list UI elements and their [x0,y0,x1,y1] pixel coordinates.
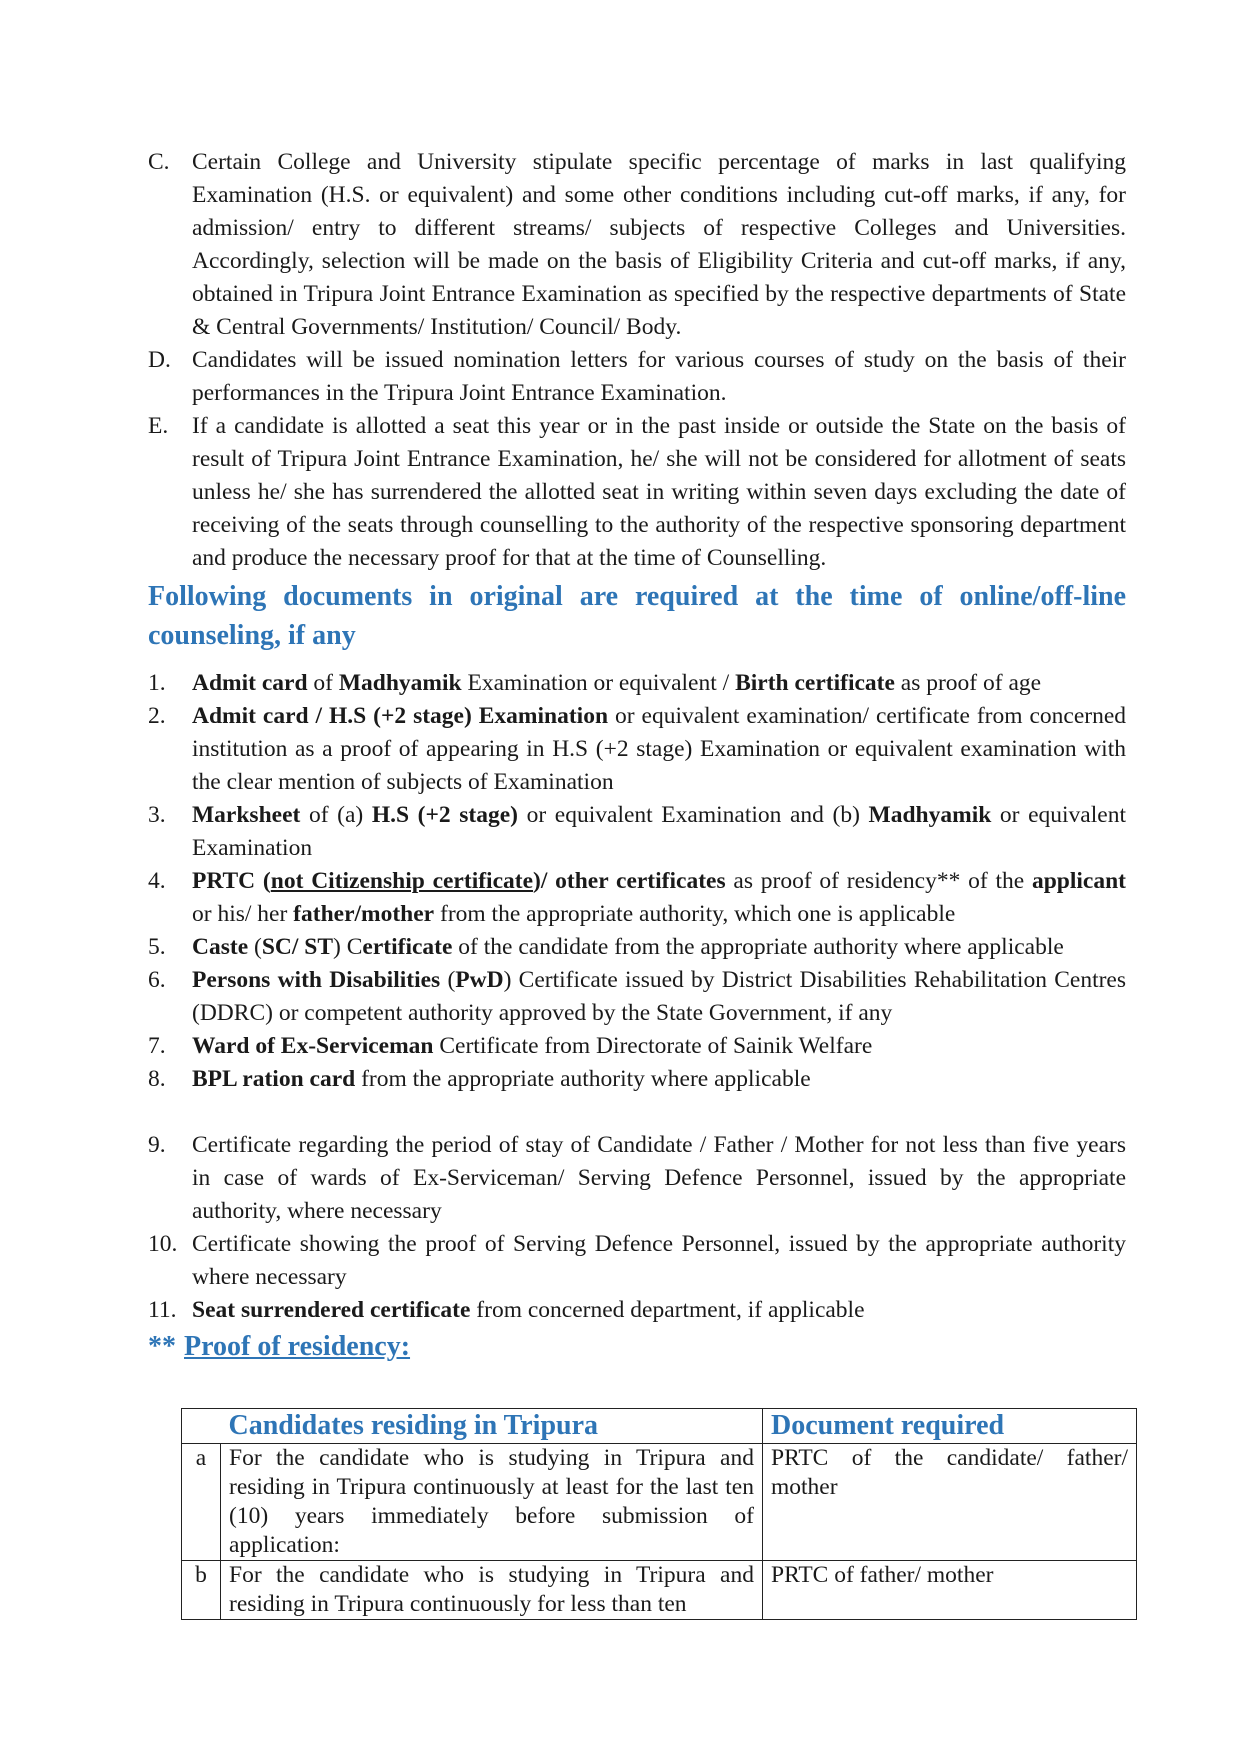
document-item-9 [148,1129,1126,1228]
lettered-item-d [148,344,1126,410]
item-marker: 6. [148,967,166,993]
document-item-8 [148,1063,1126,1096]
row-condition: For the candidate who is studying in Tripura and residing in Tripura continuously at least for the last ten (10) years immediately before submission of application: [221,1444,763,1561]
residency-table [181,1408,1137,1620]
item-text: Caste (SC/ ST) Certificate of the candidate from the appropriate authority where applicable [192,934,1064,960]
item-marker: 9. [148,1132,166,1158]
document-item-5 [148,931,1126,964]
item-marker: 10. [148,1231,178,1257]
document-item-2 [148,700,1126,799]
item-text: Certain College and University stipulate specific percentage of marks in last qualifying Examination (H.S. or equivalent) and some other conditions including cut-off marks, if any, for admission/ entry to different streams/ subjects of respective Colleges and Universities. Accordingly, selection will be made on the basis of Eligibility Criteria and cut-off marks, if any, obtained in Tripura Joint Entrance Examination as specified by the respective departments of State & Central Governments/ Institution/ Council/ Body. [192,149,1126,340]
table-header-blank [182,1409,221,1444]
page-content [148,146,1126,1365]
item-text: Admit card / H.S (+2 stage) Examination or equivalent examination/ certificate from concerned institution as a proof of appearing in H.S (+2 stage) Examination or equivalent examination with the clear mention of subjects of Examination [192,703,1126,795]
row-condition: For the candidate who is studying in Tripura and residing in Tripura continuously for less than ten [221,1561,763,1620]
proof-stars: ** [148,1331,176,1362]
document-item-4 [148,865,1126,931]
item-marker: C. [148,149,170,175]
item-text: Persons with Disabilities (PwD) Certificate issued by District Disabilities Rehabilitation Centres (DDRC) or competent authority approved by the State Government, if any [192,967,1126,1026]
item-text: Certificate regarding the period of stay of Candidate / Father / Mother for not less than five years in case of wards of Ex-Serviceman/ Serving Defence Personnel, issued by the appropriate authority, where necessary [192,1132,1126,1224]
document-item-7 [148,1030,1126,1063]
item-marker: 7. [148,1033,166,1059]
item-text: If a candidate is allotted a seat this year or in the past inside or outside the State on the basis of result of Tripura Joint Entrance Examination, he/ she will not be considered for allotment of seats unless he/ she has surrendered the allotted seat in writing within seven days excluding the date of receiving of the seats through counselling to the authority of the respective sponsoring department and produce the necessary proof for that at the time of Counselling. [192,413,1126,571]
document-item-6 [148,964,1126,1030]
row-document: PRTC of the candidate/ father/ mother [763,1444,1137,1561]
row-letter: b [182,1561,221,1620]
table-header-row [182,1409,1137,1444]
row-letter: a [182,1444,221,1561]
documents-heading: Following documents in original are required at the time of online/off-line counseling, if any [148,581,1126,651]
item-text: BPL ration card from the appropriate authority where applicable [192,1066,811,1092]
item-text: Marksheet of (a) H.S (+2 stage) or equivalent Examination and (b) Madhyamik or equivalent Examination [192,802,1126,861]
item-marker: D. [148,347,171,373]
proof-of-residency-heading [148,1329,1126,1365]
item-text: Seat surrendered certificate from concerned department, if applicable [192,1297,865,1323]
proof-label: Proof of residency: [184,1331,411,1362]
item-marker: 1. [148,670,166,696]
document-item-10 [148,1228,1126,1294]
item-text: Admit card of Madhyamik Examination or equivalent / Birth certificate as proof of age [192,670,1042,696]
item-marker: E. [148,413,169,439]
table-row [182,1444,1137,1561]
item-text: Candidates will be issued nomination letters for various courses of study on the basis of their performances in the Tripura Joint Entrance Examination. [192,347,1126,406]
item-marker: 5. [148,934,166,960]
lettered-item-e [148,410,1126,575]
document-item-1 [148,667,1126,700]
spacer [148,1096,1126,1129]
row-document: PRTC of father/ mother [763,1561,1137,1620]
table-row [182,1561,1137,1620]
item-text: Ward of Ex-Serviceman Certificate from Directorate of Sainik Welfare [192,1033,873,1059]
table-header-candidates: Candidates residing in Tripura [221,1409,763,1444]
item-marker: 4. [148,868,166,894]
document-item-11 [148,1294,1126,1327]
item-marker: 11. [148,1297,177,1323]
item-marker: 3. [148,802,166,828]
item-marker: 8. [148,1066,166,1092]
item-marker: 2. [148,703,166,729]
item-text: PRTC (not Citizenship certificate)/ other certificates as proof of residency** of the applicant or his/ her father/mother from the appropriate authority, which one is applicable [192,868,1126,927]
document-item-3 [148,799,1126,865]
item-text: Certificate showing the proof of Serving Defence Personnel, issued by the appropriate authority where necessary [192,1231,1126,1290]
table-header-document: Document required [763,1409,1137,1444]
lettered-item-c [148,146,1126,344]
